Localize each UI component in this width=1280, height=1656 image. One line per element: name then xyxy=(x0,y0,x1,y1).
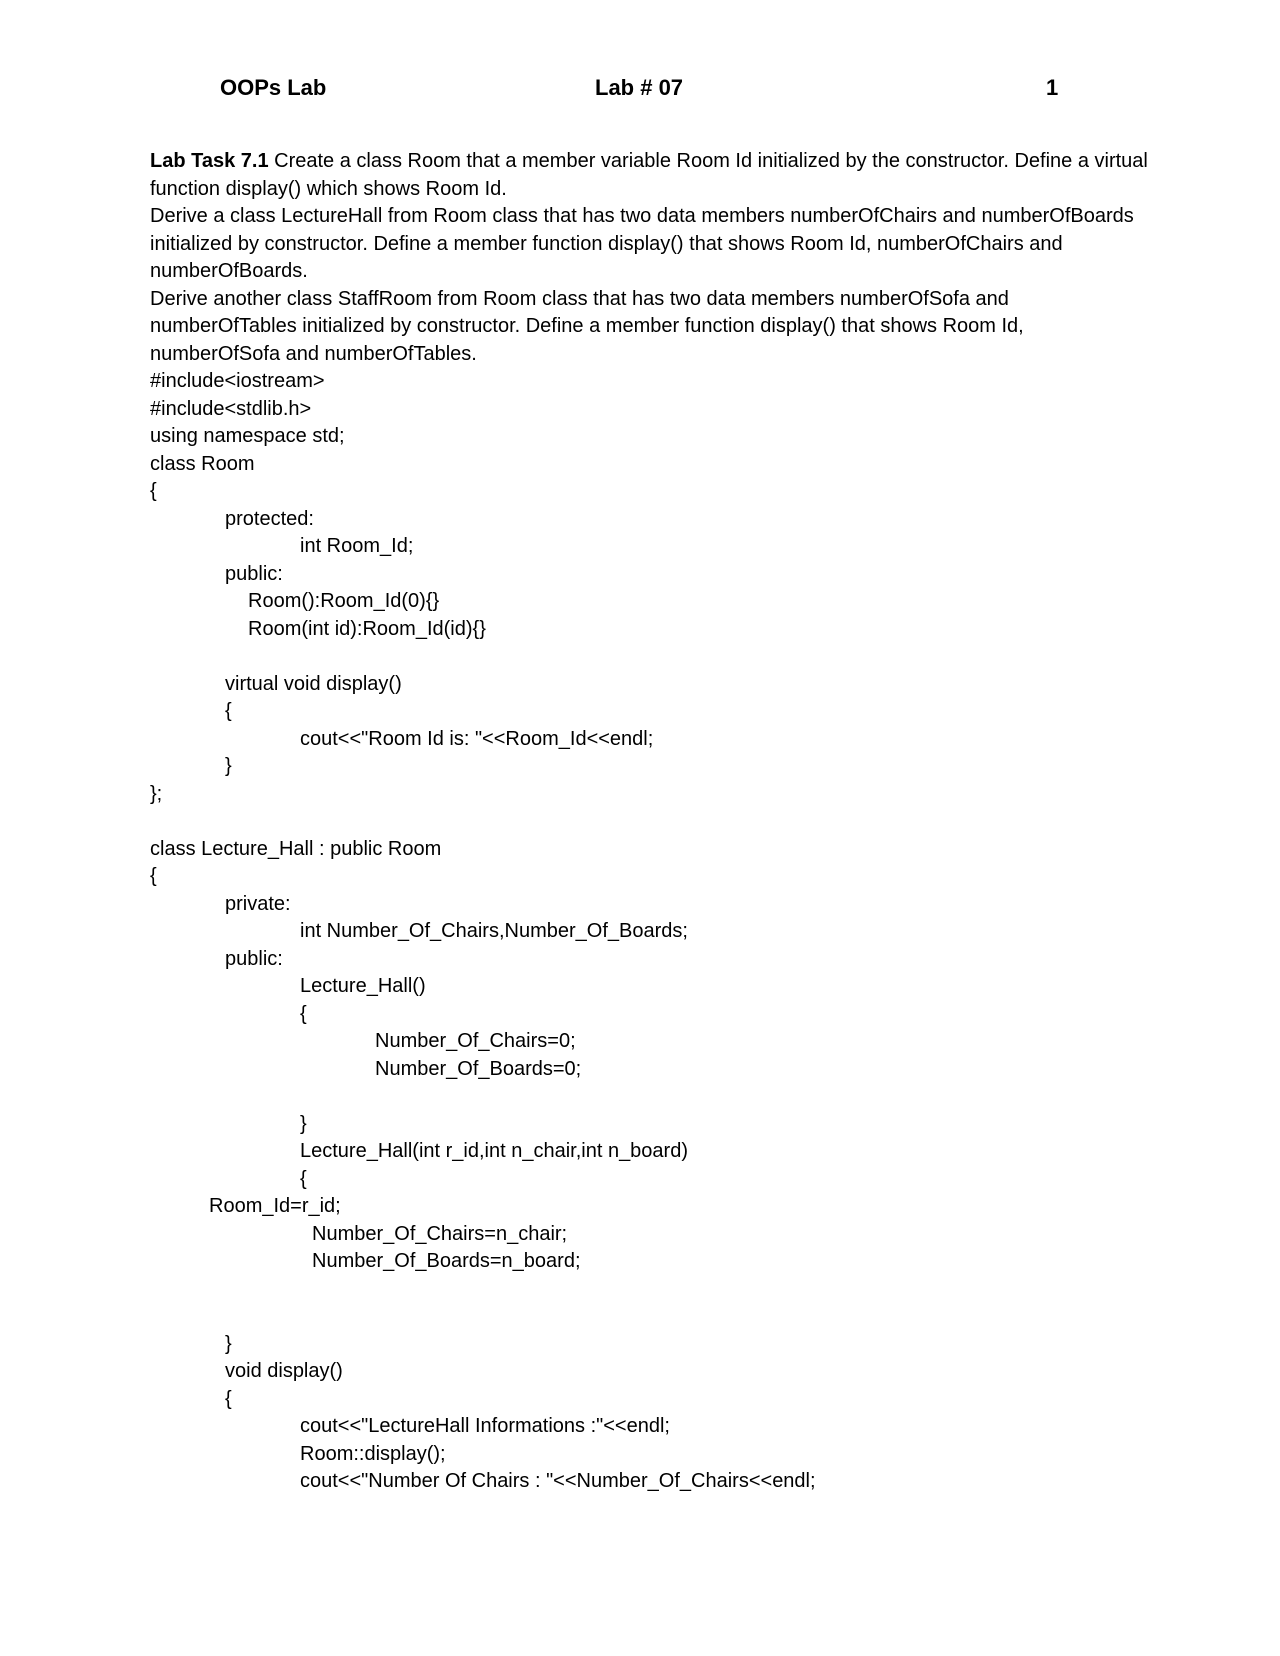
code-line: Room():Room_Id(0){} xyxy=(248,590,440,612)
code-line: cout<<"Room Id is: "<<Room_Id<<endl; xyxy=(300,727,654,750)
code-line: private: xyxy=(225,892,291,915)
code-line xyxy=(150,643,1150,671)
code-listing xyxy=(150,368,1150,1496)
code-line: Number_Of_Boards=n_board; xyxy=(312,1250,581,1272)
code-line: int Room_Id; xyxy=(300,535,414,557)
code-line: cout<<"Number Of Chairs : "<<Number_Of_Chairs<<endl; xyxy=(300,1470,816,1492)
code-line: void display() xyxy=(225,1360,343,1382)
task-intro: Create a class Room that a member variable Room Id initialized by the constructor. Define a virtual function display() which shows Room Id. xyxy=(150,150,1148,200)
code-line xyxy=(150,808,1150,836)
header-page-number: 1 xyxy=(1046,75,1059,100)
code-line: Number_Of_Boards=0; xyxy=(375,1057,582,1080)
task-description xyxy=(150,148,1150,203)
code-line: Room::display(); xyxy=(300,1442,446,1465)
code-line: public: xyxy=(225,947,283,970)
code-line: Lecture_Hall(int r_id,int n_chair,int n_board) xyxy=(300,1140,688,1162)
code-line: class Room xyxy=(150,452,255,475)
code-line: { xyxy=(150,480,157,502)
page-header xyxy=(0,0,1280,120)
code-line: Room_Id=r_id; xyxy=(209,1195,341,1217)
code-line: virtual void display() xyxy=(225,672,402,695)
code-line xyxy=(150,1303,1150,1331)
code-line: int Number_Of_Chairs,Number_Of_Boards; xyxy=(300,920,688,942)
code-line: Room(int id):Room_Id(id){} xyxy=(248,617,486,640)
document-body xyxy=(150,148,1150,1496)
code-line: protected: xyxy=(225,507,314,530)
code-line: { xyxy=(150,865,157,887)
code-line: #include<stdlib.h> xyxy=(150,397,312,420)
code-line: public: xyxy=(225,562,283,585)
code-line: #include<iostream> xyxy=(150,370,325,392)
header-course-title: OOPs Lab xyxy=(220,75,327,100)
code-line: { xyxy=(300,1002,307,1025)
code-line: { xyxy=(300,1167,307,1190)
task-staffroom-paragraph: Derive another class StaffRoom from Room class that has two data members numberOfSofa and numberOfTables initialized by constructor. Define a member function display() that shows Room Id, numberOfSofa and numberOfTables. xyxy=(150,287,1024,365)
code-line xyxy=(150,1276,1150,1304)
code-line: } xyxy=(225,755,232,777)
code-line: Number_Of_Chairs=0; xyxy=(375,1030,576,1052)
code-line: } xyxy=(225,1332,232,1355)
code-line: }; xyxy=(150,782,163,805)
task-lecturehall-paragraph: Derive a class LectureHall from Room class that has two data members numberOfChairs and numberOfBoards initialized by constructor. Define a member function display() that shows Room Id, numberOfChairs and numberOfBoards. xyxy=(150,205,1134,282)
code-line: } xyxy=(300,1112,307,1135)
task-label: Lab Task 7.1 xyxy=(150,150,269,172)
code-line: Lecture_Hall() xyxy=(300,975,426,997)
code-line: { xyxy=(225,700,232,722)
code-line: using namespace std; xyxy=(150,425,345,447)
code-line: cout<<"LectureHall Informations :"<<endl; xyxy=(300,1415,670,1437)
code-line: class Lecture_Hall : public Room xyxy=(150,837,442,860)
code-line: Number_Of_Chairs=n_chair; xyxy=(312,1222,568,1245)
header-lab-number: Lab # 07 xyxy=(595,75,684,100)
code-line: { xyxy=(225,1387,232,1410)
code-line xyxy=(150,1083,1150,1111)
